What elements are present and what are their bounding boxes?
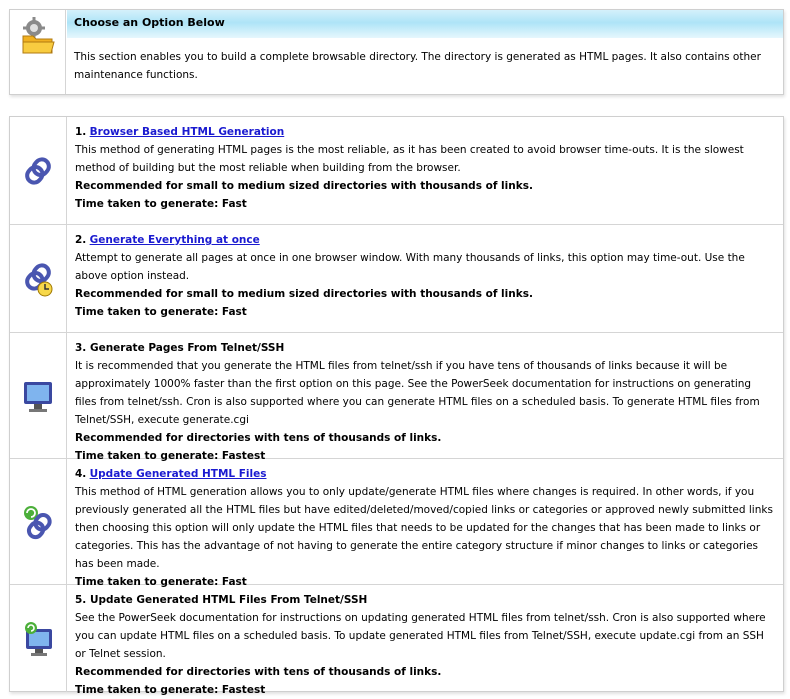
option-row-browser-html: 1. Browser Based HTML Generation This method of generating HTML pages is the most reliable, as it has been created to avoid browser time-outs. It is the slowest method of building but the most reliable when building from the browser. Recommended for small to medium sized directories with thousands of links. Time taken to generate: Fast xyxy=(10,117,783,225)
option-time: Time taken to generate: Fastest xyxy=(75,450,266,462)
page-title: Choose an Option Below xyxy=(67,10,783,38)
options-panel xyxy=(9,116,784,696)
option-row-telnet-generate: 3. Generate Pages From Telnet/SSH It is recommended that you generate the HTML files from telnet/ssh if you have tens of thousands of links because it will be approximately 1000% faster than the first option on this page. See the PowerSeek documentation for instructions on generating files from telnet/ssh. Cron is also supported where you can generate HTML files on a scheduled basis. To generate HTML files from Telnet/SSH, execute generate.cgi Recommended for directories with tens of thousands of links. Time taken to generate: Fastest xyxy=(10,333,783,459)
update-generated-html-link[interactable]: Update Generated HTML Files xyxy=(89,468,267,480)
option-row-generate-all: 2. Generate Everything at once Attempt to generate all pages at once in one browser window. With many thousands of links, this option may time-out. Use the above option instead. Recommended for small to medium sized directories with thousands of links. Time taken to generate: Fast xyxy=(10,225,783,333)
option-row-telnet-update: 5. Update Generated HTML Files From Telnet/SSH See the PowerSeek documentation for instructions on updating generated HTML files from telnet/ssh. Cron is also supported where you can update HTML files on a scheduled basis. To update generated HTML files from Telnet/SSH, execute update.cgi from an SSH or Telnet session. Recommended for directories with tens of thousands of links. Time taken to generate: Fastest xyxy=(10,585,783,692)
option-time: Time taken to generate: Fastest xyxy=(75,684,266,696)
browser-html-generation-link[interactable]: Browser Based HTML Generation xyxy=(89,126,285,138)
option-description: This method of generating HTML pages is the most reliable, as it has been created to avoid browser time-outs. It is the slowest method of building but the most reliable when building from the browser. xyxy=(75,144,744,174)
option-recommendation: Recommended for small to medium sized directories with thousands of links. xyxy=(75,180,533,192)
intro-icon-cell xyxy=(10,10,66,94)
option-description: It is recommended that you generate the HTML files from telnet/ssh if you have tens of thousands of links because it will be approximately 1000% faster than the first option on this page. See the PowerSeek documentation for instructions on generating files from telnet/ssh. Cron is also supported where you can generate HTML files on a scheduled basis. To generate HTML files from Telnet/SSH, execute generate.cgi xyxy=(75,360,760,426)
chain-link-icon xyxy=(21,151,55,191)
option-description: See the PowerSeek documentation for instructions on updating generated HTML files from telnet/ssh. Cron is also supported where you can update HTML files on a scheduled basis. To update generated HTML files from Telnet/SSH, execute update.cgi from an SSH or Telnet session. xyxy=(75,612,766,660)
intro-panel xyxy=(9,9,784,95)
intro-description: This section enables you to build a complete browsable directory. The directory is generated as HTML pages. It also contains other maintenance functions. xyxy=(74,51,761,81)
chain-link-refresh-icon xyxy=(21,502,55,542)
generate-everything-link[interactable]: Generate Everything at once xyxy=(89,234,260,246)
monitor-refresh-icon xyxy=(21,619,55,659)
option-description: This method of HTML generation allows you to only update/generate HTML files where changes is required. In other words, if you previously generated all the HTML files but have edited/deleted/moved/copied links or categories or approved newly submitted links then choosing this option will only update the HTML files that needs to be updated for the changes that has been made to links or categories. This has the advantage of not having to generate the entire category structure if minor changes to links or categories has been made. xyxy=(75,486,773,570)
option-recommendation: Recommended for small to medium sized directories with thousands of links. xyxy=(75,288,533,300)
option-time: Time taken to generate: Fast xyxy=(75,306,247,318)
telnet-update-title: Update Generated HTML Files From Telnet/SSH xyxy=(89,594,368,606)
option-row-update-html: 4. Update Generated HTML Files This method of HTML generation allows you to only update/generate HTML files where changes is required. In other words, if you previously generated all the HTML files but have edited/deleted/moved/copied links or categories or approved newly submitted links then choosing this option will only update the HTML files that needs to be updated for the changes that has been made to links or categories. This has the advantage of not having to generate the entire category structure if minor changes to links or categories has been made. Time taken to generate: Fast xyxy=(10,459,783,585)
option-description: Attempt to generate all pages at once in one browser window. With many thousands of links, this option may time-out. Use the above option instead. xyxy=(75,252,745,282)
folder-gear-icon xyxy=(20,16,56,56)
chain-link-clock-icon xyxy=(21,259,55,299)
option-recommendation: Recommended for directories with tens of thousands of links. xyxy=(75,666,442,678)
option-time: Time taken to generate: Fast xyxy=(75,576,247,588)
monitor-icon xyxy=(21,376,55,416)
option-recommendation: Recommended for directories with tens of thousands of links. xyxy=(75,432,442,444)
option-time: Time taken to generate: Fast xyxy=(75,198,247,210)
telnet-generate-title: Generate Pages From Telnet/SSH xyxy=(89,342,285,354)
